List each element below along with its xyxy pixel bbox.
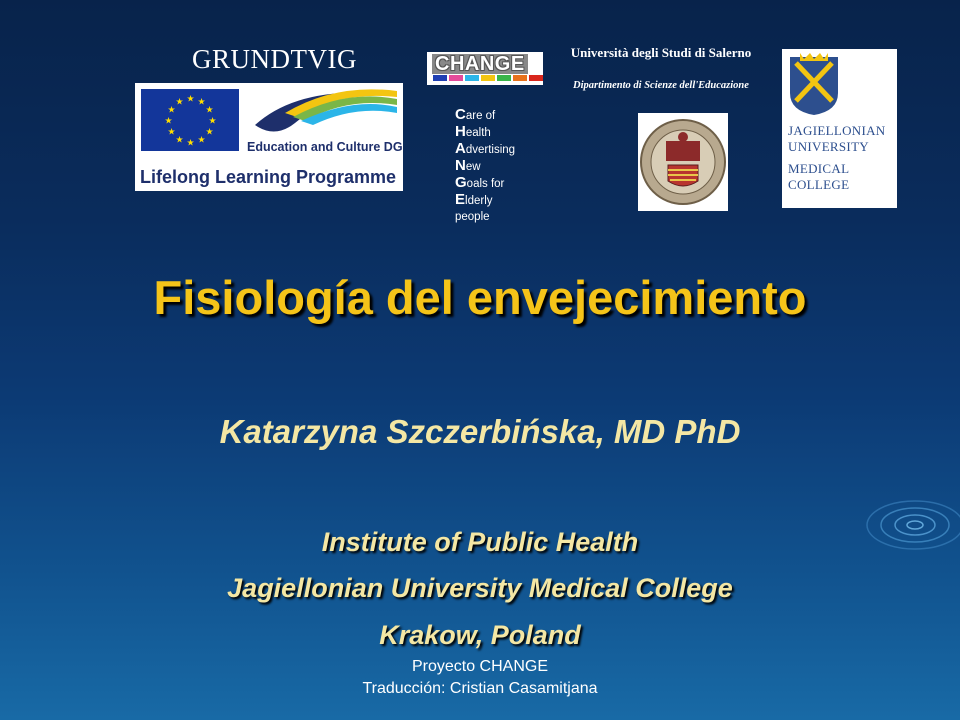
affiliation-location: Krakow, Poland (379, 620, 581, 650)
acronym-initial: N (455, 157, 466, 174)
acronym-line (455, 141, 535, 158)
acronym-line (455, 175, 535, 192)
eu-star-icon: ★ (205, 126, 214, 137)
acronym-rest: dvertising (465, 144, 516, 156)
eu-star-icon: ★ (167, 126, 176, 137)
acronym-rest: lderly (465, 195, 493, 207)
salerno-university-name: Università degli Studi di Salerno (570, 45, 752, 60)
change-acronym (455, 107, 535, 225)
change-color-bar (449, 75, 463, 81)
acronym-initial: C (455, 106, 466, 123)
change-color-bar (481, 75, 495, 81)
grundtvig-label: GRUNDTVIG (192, 44, 357, 74)
salerno-department-name: Dipartimento di Scienze dell'Educazione (573, 80, 749, 91)
salerno-seal-icon (638, 113, 728, 211)
acronym-line (455, 192, 535, 209)
acronym-initial: G (455, 174, 467, 191)
eu-star-icon: ★ (186, 93, 195, 104)
affiliation-university: Jagiellonian University Medical College (227, 573, 733, 603)
acronym-rest: ew (465, 161, 481, 173)
ju-line-2: UNIVERSITY (788, 139, 869, 154)
crossed-scepters-icon (782, 49, 897, 119)
acronym-rest: are of (465, 110, 496, 122)
author-name: Katarzyna Szczerbińska, MD PhD (219, 413, 741, 450)
change-color-bar (497, 75, 511, 81)
acronym-initial: A (455, 140, 466, 157)
acronym-rest: people (455, 211, 490, 223)
ju-line-4: COLLEGE (788, 177, 850, 192)
llp-education-culture-label: Education and Culture DG (247, 140, 403, 154)
acronym-rest: ealth (465, 127, 491, 139)
acronym-line (455, 107, 535, 124)
acronym-initial: E (455, 191, 466, 208)
eu-star-icon: ★ (205, 104, 214, 115)
acronym-line (455, 209, 535, 225)
project-credit: Proyecto CHANGE (411, 658, 549, 675)
eu-star-icon: ★ (164, 115, 173, 126)
acronym-line (455, 124, 535, 141)
acronym-rest: oals for (466, 178, 505, 190)
affiliation-institute: Institute of Public Health (321, 527, 639, 557)
eu-star-icon: ★ (175, 134, 184, 145)
jagiellonian-logo-text (788, 123, 896, 193)
eu-star-icon: ★ (167, 104, 176, 115)
ju-line-1: JAGIELLONIAN (788, 123, 886, 138)
acronym-initial: H (455, 123, 466, 140)
change-color-bar (433, 75, 447, 81)
change-color-bar (529, 75, 543, 81)
translation-credit: Traducción: Cristian Casamitjana (362, 680, 598, 697)
change-color-bar (465, 75, 479, 81)
eu-star-icon: ★ (186, 137, 195, 148)
eu-star-icon: ★ (175, 96, 184, 107)
acronym-line (455, 158, 535, 175)
ju-line-3: MEDICAL (788, 161, 850, 176)
llp-programme-label: Lifelong Learning Programme (140, 167, 397, 187)
eu-star-icon: ★ (197, 134, 206, 145)
eu-star-icon: ★ (208, 115, 217, 126)
change-logo-text: CHANGE (432, 54, 528, 74)
eu-star-icon: ★ (197, 96, 206, 107)
slide-title: Fisiología del envejecimiento (153, 271, 807, 324)
change-color-bar (513, 75, 527, 81)
